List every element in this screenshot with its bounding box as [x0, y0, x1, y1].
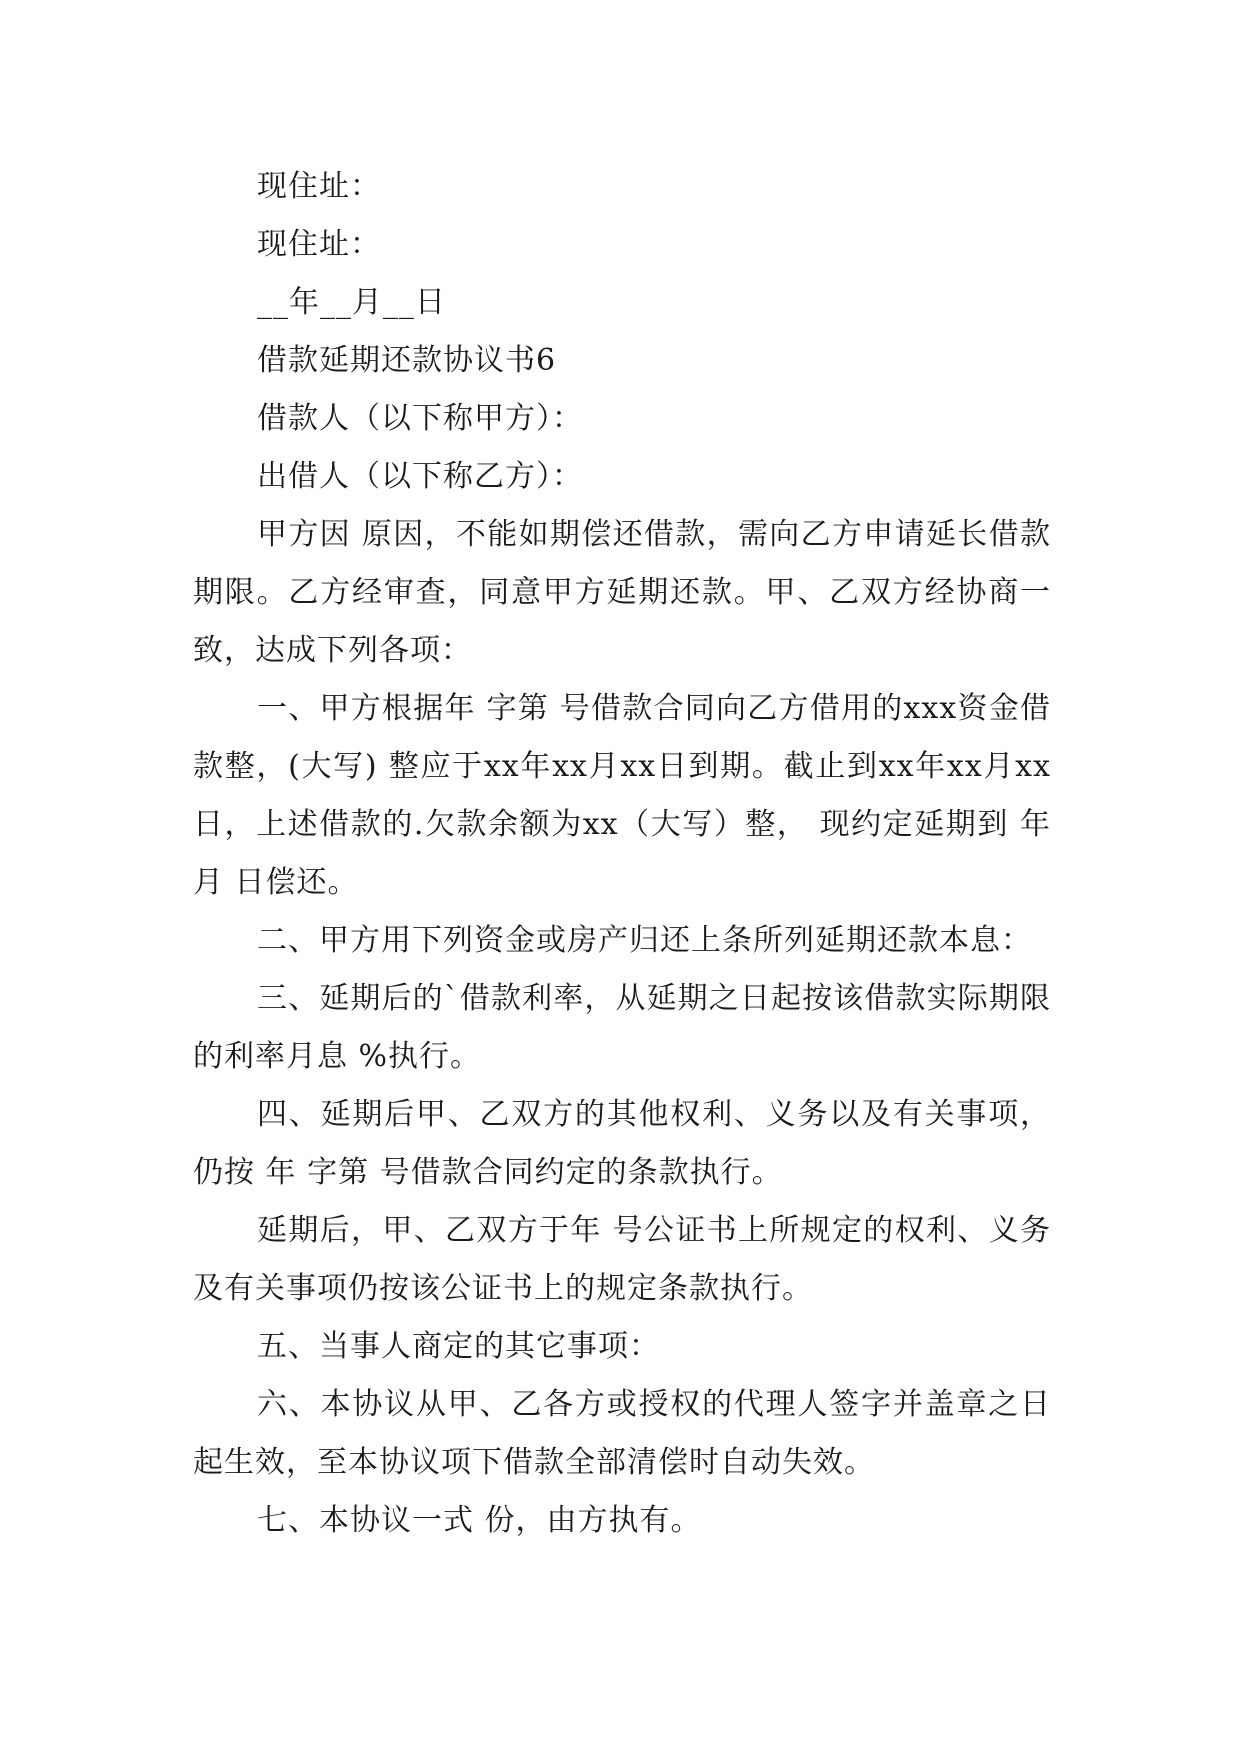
borrower-line: 借款人（以下称甲方）：	[257, 401, 583, 436]
date-line: __年__月__日	[257, 285, 446, 320]
clause-6: 六、本协议从甲、乙各方或授权的代理人签字并盖章之日起生效，至本协议项下借款全部清偿时自动失效。	[193, 1387, 1051, 1480]
lender-line: 出借人（以下称乙方）：	[257, 459, 583, 494]
notary-paragraph: 延期后，甲、乙双方于年 号公证书上所规定的权利、义务及有关事项仍按该公证书上的规定条款执行。	[193, 1213, 1051, 1306]
current-address-line-1: 现住址：	[257, 169, 381, 204]
clause-5: 五、当事人商定的其它事项：	[257, 1329, 660, 1364]
clause-3: 三、延期后的`借款利率，从延期之日起按该借款实际期限的利率月息 %执行。	[193, 981, 1051, 1074]
clause-4: 四、延期后甲、乙双方的其他权利、义务以及有关事项，仍按 年 字第 号借款合同约定的条款执行。	[193, 1097, 1051, 1190]
document-body	[193, 158, 1062, 1550]
agreement-title: 借款延期还款协议书6	[257, 343, 557, 378]
clause-2: 二、甲方用下列资金或房产归还上条所列延期还款本息：	[257, 923, 1032, 958]
clause-1: 一、甲方根据年 字第 号借款合同向乙方借用的xxx资金借款整，(大写) 整应于xx年xx月xx日到期。截止到xx年xx月xx日，上述借款的.欠款余额为xx（大写）整， 现约定延期到 年 月 日偿还。	[193, 691, 1062, 900]
clause-7: 七、本协议一式 份，由方执有。	[257, 1503, 702, 1538]
current-address-line-2: 现住址：	[257, 227, 381, 262]
preamble-paragraph: 甲方因 原因，不能如期偿还借款，需向乙方申请延长借款期限。乙方经审查，同意甲方延期还款。甲、乙双方经协商一致，达成下列各项：	[193, 517, 1051, 668]
